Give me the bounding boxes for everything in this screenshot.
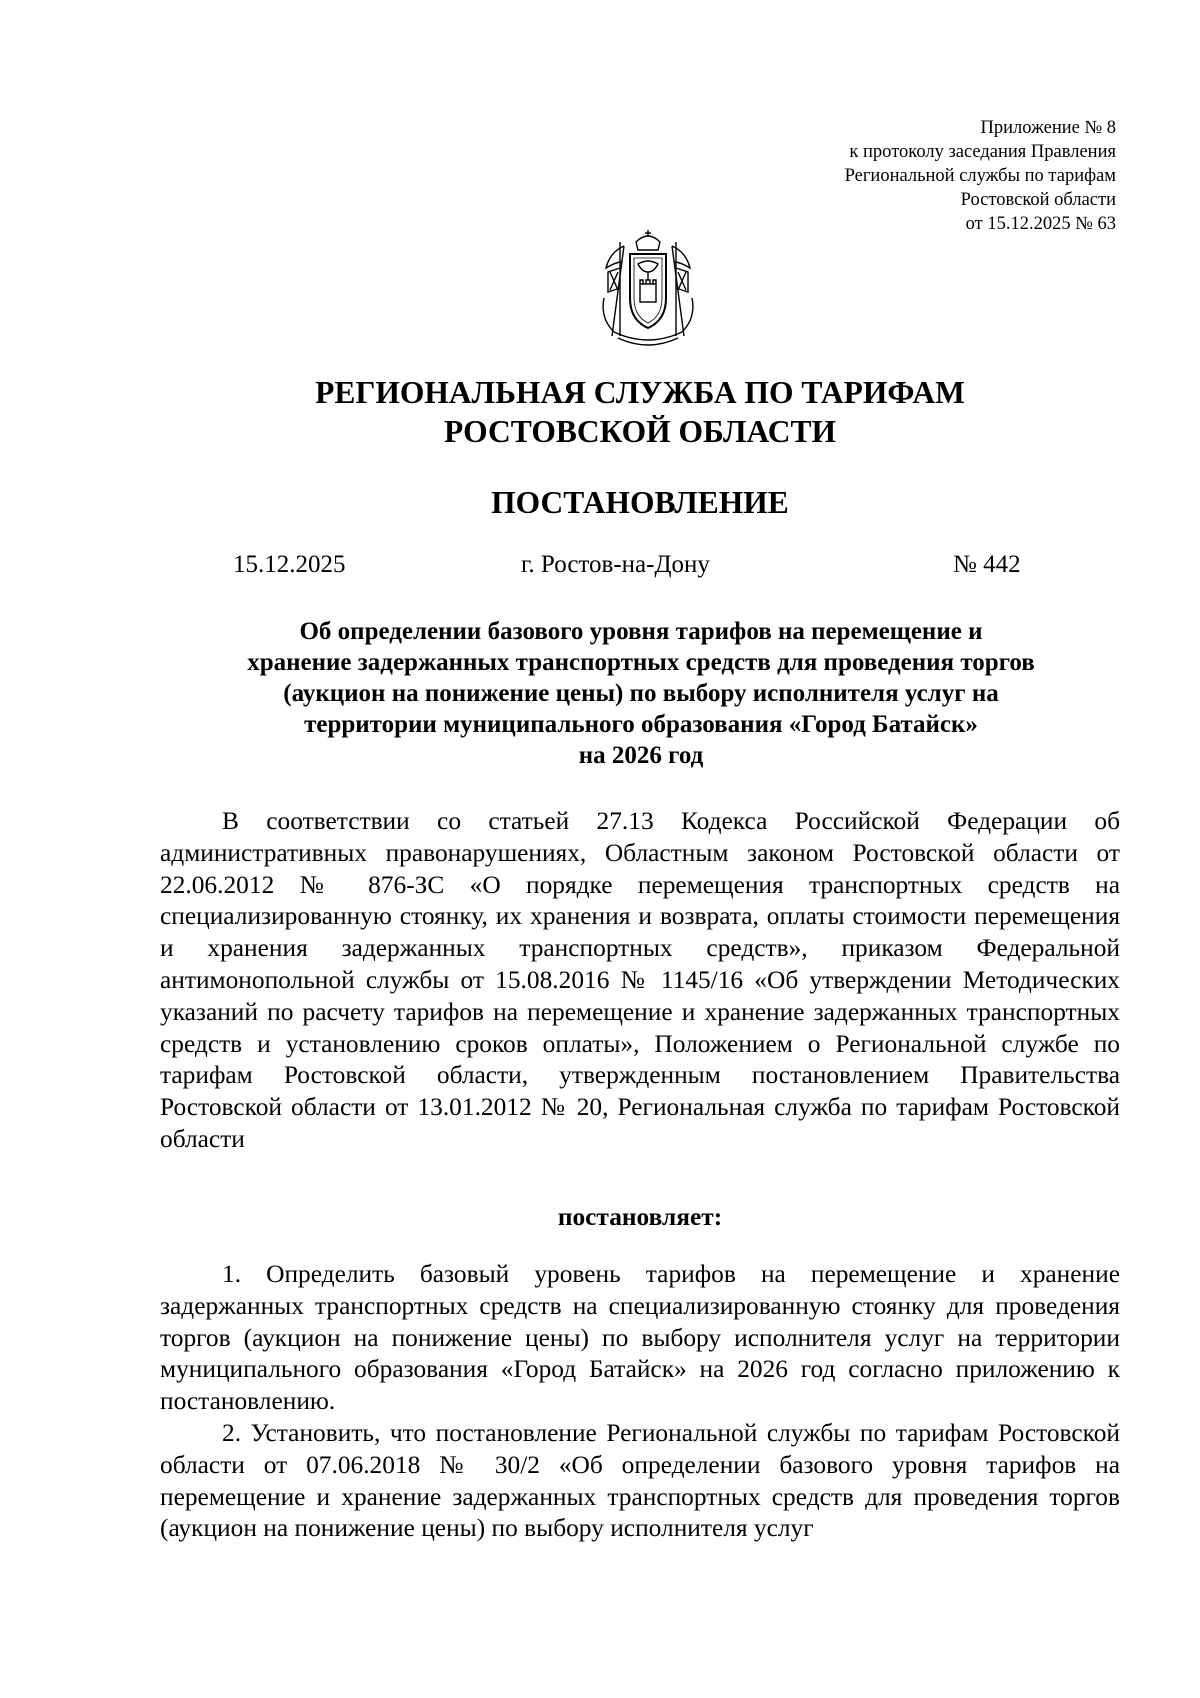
title-line: территории муниципального образования «Город Батайск» xyxy=(304,711,978,738)
organization-name xyxy=(160,373,1120,451)
appendix-line: от 15.12.2025 № 63 xyxy=(965,214,1116,234)
title-line: хранение задержанных транспортных средств для проведения торгов xyxy=(247,649,1035,676)
document-number: № 442 xyxy=(953,551,1021,578)
resolution-items xyxy=(160,1259,1120,1545)
document-type: ПОСТАНОВЛЕНИЕ xyxy=(491,485,789,520)
appendix-line: Ростовской области xyxy=(960,190,1116,210)
document-place: г. Ростов-на-Дону xyxy=(521,551,710,578)
resolution-item: 2. Установить, что постановление Региональной службы по тарифам Ростовской области от 07.06.2018 № 30/2 «Об определении базового уровня тарифов на перемещение и хранение задержанных транспортных средств для проведения торгов (аукцион на понижение цены) по выбору исполнителя услуг xyxy=(160,1418,1120,1543)
appendix-note xyxy=(696,116,1116,236)
document-date: 15.12.2025 xyxy=(233,551,346,578)
decides-heading: постановляет: xyxy=(557,1203,723,1231)
title-line: на 2026 год xyxy=(578,742,704,769)
document-title xyxy=(186,616,1096,771)
title-line: (аукцион на понижение цены) по выбору исполнителя услуг на xyxy=(283,680,999,707)
appendix-line: Приложение № 8 xyxy=(980,118,1116,138)
organization-line: РОСТОВСКОЙ ОБЛАСТИ xyxy=(444,414,836,449)
resolution-item: 1. Определить базовый уровень тарифов на перемещение и хранение задержанных транспортных средств на специализированную стоянку для проведения торгов (аукцион на понижение цены) по выбору исполнителя услуг на территории муниципального образования «Город Батайск» на 2026 год согласно приложению к постановлению. xyxy=(160,1260,1120,1416)
appendix-line: к протоколу заседания Правления xyxy=(849,142,1116,162)
preamble-section xyxy=(160,806,1120,1156)
preamble-paragraph: В соответствии со статьей 27.13 Кодекса Российской Федерации об административных правонарушениях, Областным законом Ростовской области от 22.06.2012 № 876-ЗС «О порядке перемещения транспортных средств на специализированную стоянку, их хранения и возврата, оплаты стоимости перемещения и хранения задержанных транспортных средств», приказом Федеральной антимонопольной службы от 15.08.2016 № 1145/16 «Об утверждении Методических указаний по расчету тарифов на перемещение и хранение задержанных транспортных средств и установлению сроков оплаты», Положением о Региональной службе по тарифам Ростовской области, утвержденным постановлением Правительства Ростовской области от 13.01.2012 № 20, Региональная служба по тарифам Ростовской области xyxy=(160,807,1120,1153)
organization-line: РЕГИОНАЛЬНАЯ СЛУЖБА ПО ТАРИФАМ xyxy=(315,375,965,410)
title-line: Об определении базового уровня тарифов на перемещение и xyxy=(299,618,983,645)
appendix-line: Региональной службы по тарифам xyxy=(844,166,1116,186)
coat-of-arms-icon xyxy=(594,228,702,354)
document-meta xyxy=(0,549,1200,581)
